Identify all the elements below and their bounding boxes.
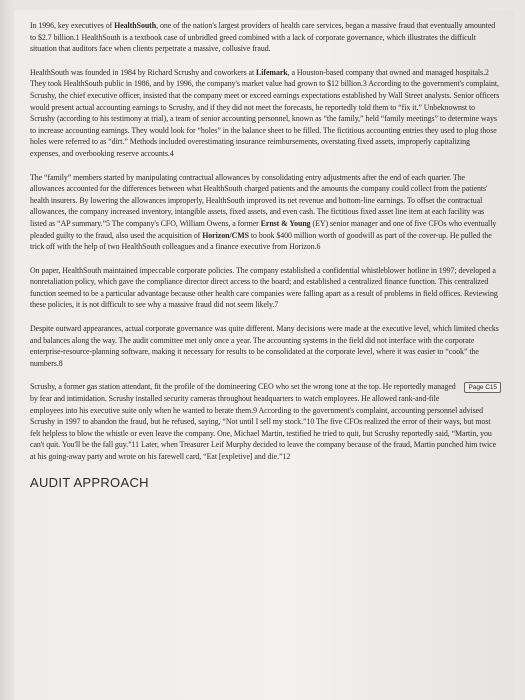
paragraph-4	[30, 265, 501, 311]
text-run: The “family” members started by manipulating contractual allowances by consolidating entry adjustments after the end of each quarter. The allowances accounted for the differences between what HealthSouth charged patients and the amounts the company could collect from the patients' health insurers. By lowering the allowances improperly, HealthSouth improved its net revenue and bottom-line earnings. To offset the contractual allowances, the company increased inventory, intangible assets, fixed assets, and even cash. The fictitious fixed asset line item at each facility was listed as “AP summary.”5 The company's CFO, William Owens, a former	[30, 172, 488, 228]
paragraph-1	[30, 20, 501, 55]
bold-term: HealthSouth	[114, 21, 157, 30]
document-page	[14, 10, 515, 700]
text-run: to book $400 million worth of goodwill as part of the cover-up. He pulled the trick off with the help of two HealthSouth colleagues and a finance executive from Horizon.6	[30, 230, 492, 252]
page-edge-shadow	[0, 0, 14, 700]
body-text	[30, 20, 501, 463]
bold-term: Ernst & Young	[260, 218, 311, 228]
text-run: (EY) senior manager and one of five CFOs who eventually pleaded guilty to the fraud, also used the acquisition of	[30, 218, 497, 240]
text-run: In 1996, key executives of	[30, 21, 115, 30]
paragraph-3	[30, 172, 501, 253]
paragraph-5	[30, 323, 501, 369]
text-run: , one of the nation's largest providers of health care services, began a massive fraud that eventually amounted to $2.7 billion.1 HealthSouth is a textbook case of unbridled greed combined with a lack of corporate governance, which illustrates the difficult situation that auditors face when clients perpetrate a massive, collusive fraud.	[30, 21, 496, 54]
text-run: Despite outward appearances, actual corporate governance was quite different. Many decisions were made at the executive level, which limited checks and balances along the way. The audit committee met only once a year. The accounting systems in the field did not interface with the corporate enterprise-resource-planning software, making it necessary for results to be consolidated at the corporate level, where it was easier to “cook” the numbers.8	[30, 324, 499, 368]
text-run: On paper, HealthSouth maintained impeccable corporate policies. The company established a confidential whistleblower hotline in 1997; developed a nonretaliation policy, which gave the compliance director direct access to the board; and established a centralized finance function. This centralized function seemed to be a particular advantage because other health care companies were falling apart as a result of problems in field offices. Reviewing these policies, it is not difficult to see why a massive fraud did not seem likely.7	[30, 265, 498, 310]
page-number-tag: Page C15	[464, 382, 501, 393]
text-run: HealthSouth was founded in 1984 by Richard Scrushy and coworkers at	[30, 67, 257, 77]
bold-term: Horizon/CMS	[202, 230, 249, 240]
paragraph-6	[30, 381, 501, 462]
text-run: Scrushy, a former gas station attendant, fit the profile of the domineering CEO who set the wrong tone at the top. He reportedly managed by fear and intimidation. Scrushy installed security cameras throughout headquarters to watch employees. He allowed rank-and-file employees into his executive suite only when he wanted to berate them.9 According to the government's complaint, accounting personnel advised Scrushy in 1997 to abandon the fraud, but he refused, saying, “Not until I sell my stock.”10 The five CFOs realized the error of their ways, but most felt helpless to blow the whistle or even leave the company. One, Michael Martin, testified he tried to quit, but Scrushy reportedly said, “Martin, you can't quit. You'll be the fall guy.”11 Later, when Treasurer Leif Murphy decided to leave the company because of the fraud, Martin punched him twice at his going-away party and wrote on his farewell card, “Eat [expletive] and die.”12	[30, 382, 497, 461]
text-run: , a Houston-based company that owned and managed hospitals.2 They took HealthSouth public in 1986, and by 1996, the company's market value had grown to $12 billion.3 According to the government's complaint, Scrushy, the chief executive officer, insisted that the company meet or exceed earnings expectations established by Wall Street analysts. Senior officers would present actual accounting earnings to Scrushy, and if they did not meet the forecasts, he reportedly told them to “fix it.” Unbeknownst to Scrushy (according to his testimony at trial), a team of senior accounting personnel, known as “the family,” held “family meetings” to determine ways to increase accounting earnings. They would look for “holes” in the balance sheet to be filled. The fictitious accounting entries they used to plug those holes were referred to as “dirt.” Methods included overestimating insurance reimbursements, overstating fixed assets, improperly capitalizing expenses, and overbooking reserve accounts.4	[30, 67, 500, 158]
section-heading: AUDIT APPROACH	[30, 474, 149, 490]
bold-term: Lifemark	[256, 67, 288, 77]
paragraph-2	[30, 67, 501, 160]
